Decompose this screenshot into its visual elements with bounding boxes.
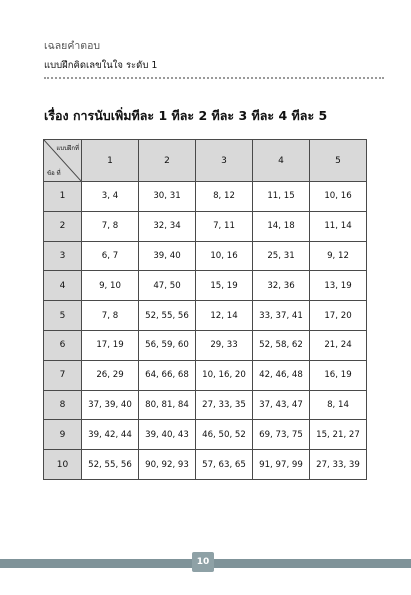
answer-cell: 39, 42, 44 [82,420,139,450]
table-row [44,390,367,420]
answer-cell: 3, 4 [82,182,139,212]
table-row [44,330,367,360]
answer-cell: 11, 14 [310,211,367,241]
corner-cell [44,140,82,182]
column-header: 3 [196,140,253,182]
answer-cell: 13, 19 [310,271,367,301]
answer-cell: 37, 39, 40 [82,390,139,420]
header-title: เฉลยคำตอบ [44,40,101,52]
header-row [44,140,367,182]
column-header: 2 [139,140,196,182]
column-header: 5 [310,140,367,182]
answer-cell: 7, 8 [82,301,139,331]
answer-cell: 27, 33, 35 [196,390,253,420]
answer-cell: 32, 34 [139,211,196,241]
answer-cell: 64, 66, 68 [139,360,196,390]
answer-cell: 80, 81, 84 [139,390,196,420]
row-number: 2 [44,211,82,241]
answer-cell: 39, 40 [139,241,196,271]
column-header: 1 [82,140,139,182]
answer-cell: 57, 63, 65 [196,450,253,480]
answer-cell: 90, 92, 93 [139,450,196,480]
table-row [44,360,367,390]
row-number: 3 [44,241,82,271]
answer-cell: 8, 12 [196,182,253,212]
answer-cell: 12, 14 [196,301,253,331]
answer-cell: 16, 19 [310,360,367,390]
answer-table [43,139,367,480]
answer-cell: 15, 21, 27 [310,420,367,450]
column-header: 4 [253,140,310,182]
answer-cell: 29, 33 [196,330,253,360]
answer-cell: 26, 29 [82,360,139,390]
answer-cell: 9, 10 [82,271,139,301]
row-number: 5 [44,301,82,331]
answer-cell: 69, 73, 75 [253,420,310,450]
answer-cell: 14, 18 [253,211,310,241]
corner-exercise-label: แบบฝึกที่ [56,145,79,152]
answer-cell: 7, 11 [196,211,253,241]
answer-cell: 11, 15 [253,182,310,212]
answer-cell: 32, 36 [253,271,310,301]
table-row [44,182,367,212]
table-row [44,241,367,271]
corner-item-label: ข้อ ที่ [47,170,61,177]
answer-cell: 8, 14 [310,390,367,420]
answer-cell: 52, 58, 62 [253,330,310,360]
answer-cell: 39, 40, 43 [139,420,196,450]
answer-cell: 7, 8 [82,211,139,241]
answer-cell: 10, 16 [310,182,367,212]
answer-cell: 46, 50, 52 [196,420,253,450]
answer-cell: 52, 55, 56 [139,301,196,331]
answer-cell: 33, 37, 41 [253,301,310,331]
table-row [44,211,367,241]
row-number: 7 [44,360,82,390]
answer-cell: 10, 16, 20 [196,360,253,390]
answer-cell: 91, 97, 99 [253,450,310,480]
row-number: 10 [44,450,82,480]
row-number: 6 [44,330,82,360]
table-row [44,450,367,480]
answer-cell: 10, 16 [196,241,253,271]
row-number: 8 [44,390,82,420]
row-number: 4 [44,271,82,301]
row-number: 1 [44,182,82,212]
table-row [44,301,367,331]
answer-cell: 27, 33, 39 [310,450,367,480]
answer-cell: 47, 50 [139,271,196,301]
answer-cell: 37, 43, 47 [253,390,310,420]
answer-cell: 15, 19 [196,271,253,301]
dotted-divider [44,77,384,79]
answer-cell: 17, 19 [82,330,139,360]
answer-cell: 56, 59, 60 [139,330,196,360]
answer-cell: 6, 7 [82,241,139,271]
page-number: 10 [192,552,214,572]
answer-cell: 17, 20 [310,301,367,331]
header-subtitle: แบบฝึกคิดเลขในใจ ระดับ 1 [44,60,158,71]
answer-cell: 25, 31 [253,241,310,271]
answer-cell: 9, 12 [310,241,367,271]
row-number: 9 [44,420,82,450]
answer-cell: 30, 31 [139,182,196,212]
table-row [44,420,367,450]
topic-heading: เรื่อง การนับเพิ่มทีละ 1 ทีละ 2 ทีละ 3 ทีละ 4 ทีละ 5 [44,108,328,123]
answer-cell: 52, 55, 56 [82,450,139,480]
answer-cell: 21, 24 [310,330,367,360]
answer-cell: 42, 46, 48 [253,360,310,390]
table-row [44,271,367,301]
